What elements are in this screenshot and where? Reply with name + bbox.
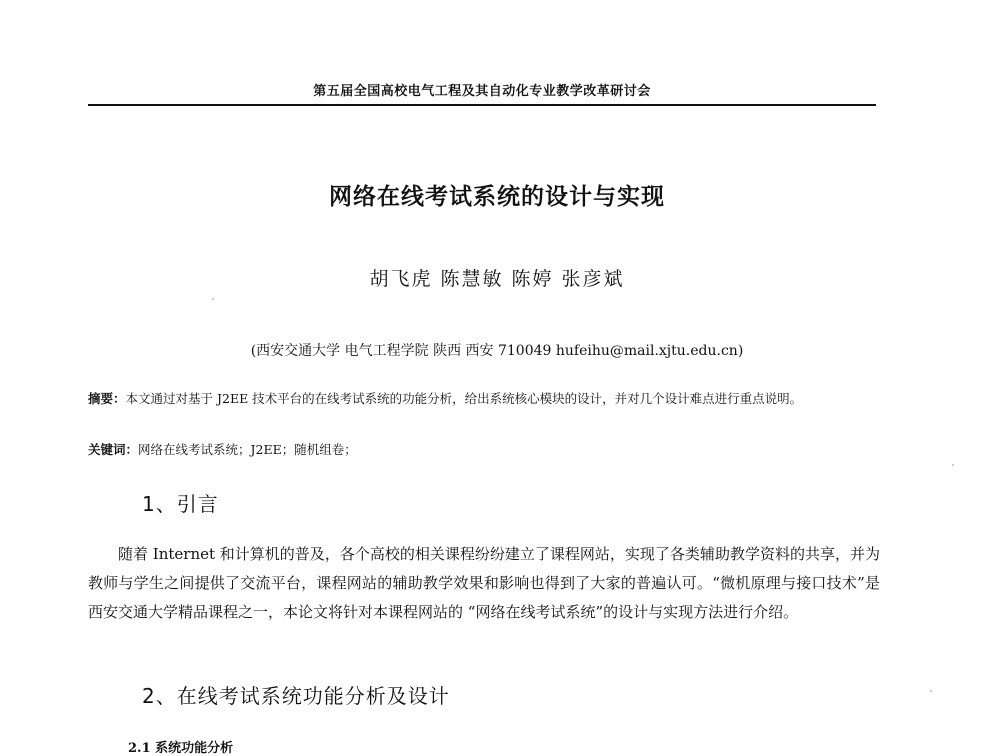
header-rule <box>88 104 876 106</box>
scan-speck <box>930 690 932 692</box>
section-heading-function-analysis: 2、在线考试系统功能分析及设计 <box>142 684 450 708</box>
abstract-label: 摘要： <box>88 391 126 406</box>
author-list: 胡飞虎 陈慧敏 陈婷 张彦斌 <box>369 268 625 290</box>
running-header: 第五届全国高校电气工程及其自动化专业教学改革研讨会 <box>313 84 651 99</box>
section-heading-introduction: 1、引言 <box>142 492 219 516</box>
keywords-label: 关键词： <box>88 442 139 457</box>
abstract-text: 本文通过对基于 J2EE 技术平台的在线考试系统的功能分析，给出系统核心模块的设计，并对几个设计难点进行重点说明。 <box>125 391 803 406</box>
paper-title: 网络在线考试系统的设计与实现 <box>329 183 665 210</box>
scan-speck <box>952 464 954 466</box>
abstract <box>88 388 878 410</box>
introduction-paragraph: 随着 Internet 和计算机的普及，各个高校的相关课程纷纷建立了课程网站，实现了各类辅助教学资料的共享，并为教师与学生之间提供了交流平台，课程网站的辅助教学效果和影响也得到了大家的普遍认可。“微机原理与接口技术”是西安交通大学精品课程之一，本论文将针对本课程网站的 “网络在线考试系统”的设计与实现方法进行介绍。 <box>88 545 880 621</box>
subsection-heading: 2.1 系统功能分析 <box>128 741 234 756</box>
keywords <box>88 440 878 460</box>
keywords-text: 网络在线考试系统；J2EE；随机组卷； <box>138 442 357 457</box>
scan-speck <box>212 298 214 300</box>
affiliation: (西安交通大学 电气工程学院 陕西 西安 710049 hufeihu@mail.xjtu.edu.cn) <box>250 343 744 359</box>
